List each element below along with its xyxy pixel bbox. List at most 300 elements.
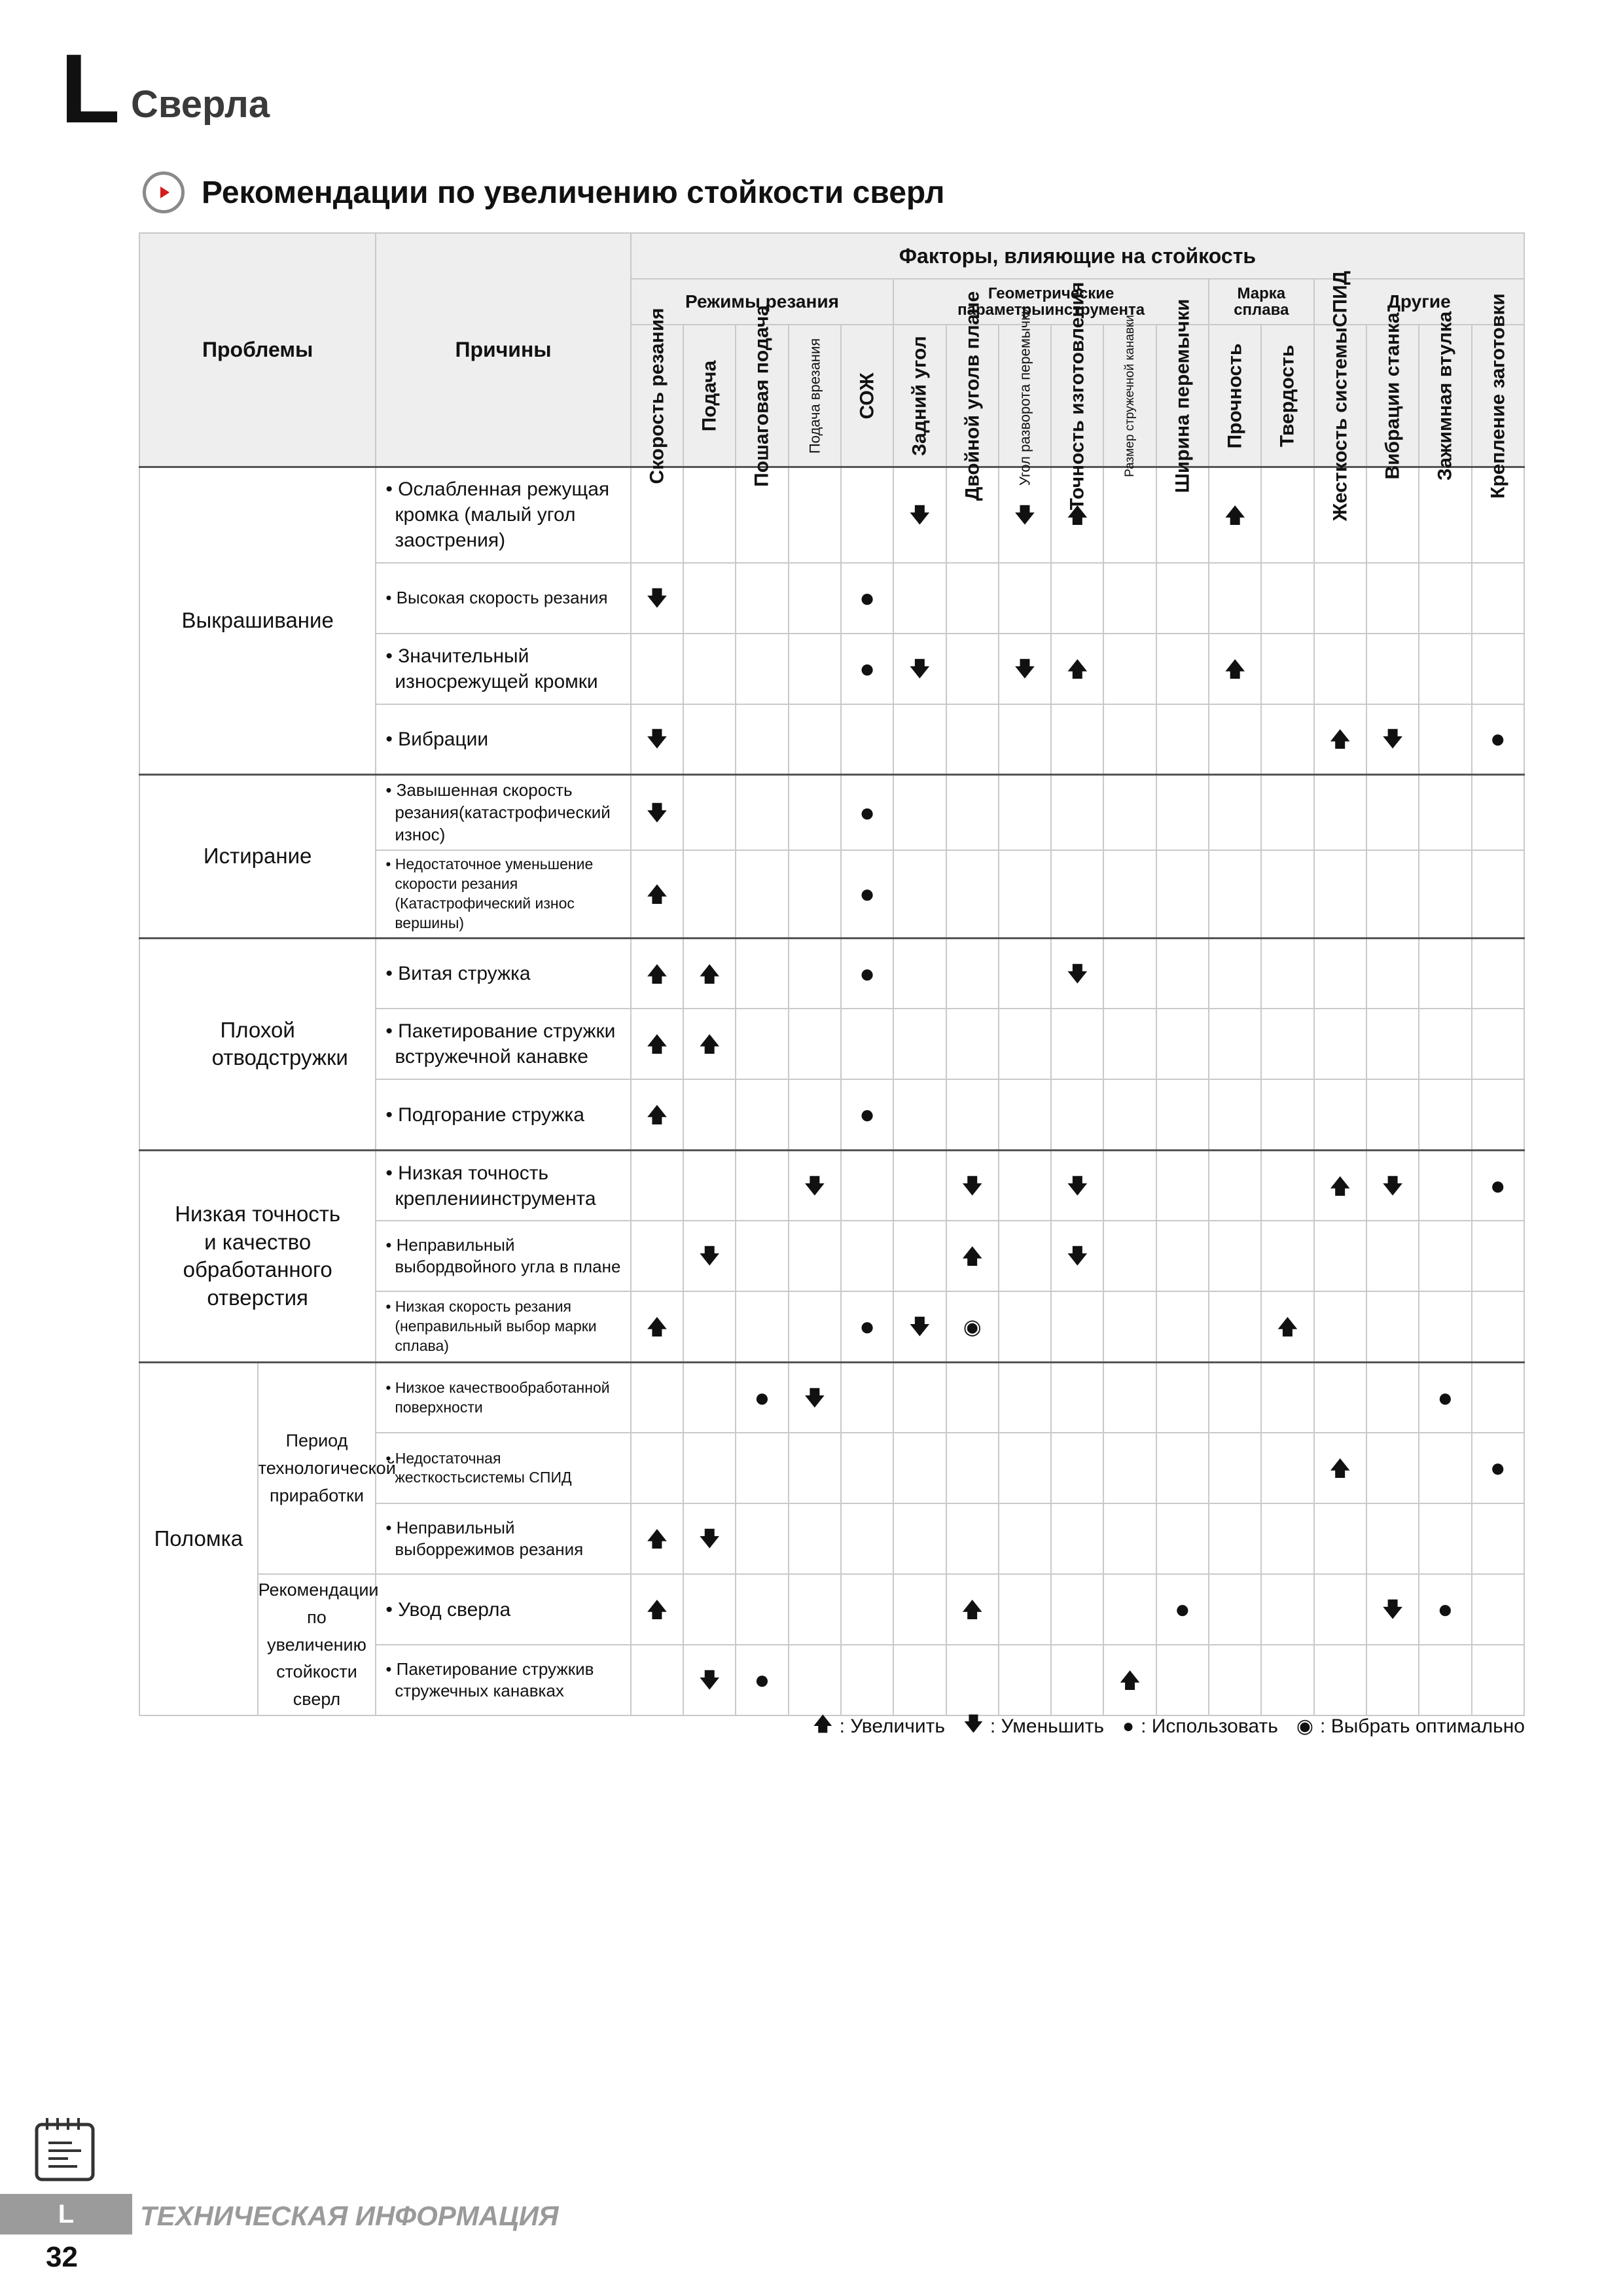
factor-cell bbox=[1366, 1079, 1419, 1150]
cause-cell: • Неправильный выбордвойного угла в плане bbox=[376, 1221, 630, 1291]
arrow-down-icon: 🡇 bbox=[1066, 1174, 1088, 1198]
factor-cell bbox=[1261, 938, 1313, 1009]
factor-cell bbox=[1366, 1433, 1419, 1503]
page-number: 32 bbox=[46, 2241, 78, 2273]
table-row bbox=[139, 938, 1524, 1009]
dot-icon: ● bbox=[859, 1312, 876, 1342]
factor-cell bbox=[1051, 1362, 1103, 1433]
factor-header: Подача врезания bbox=[789, 325, 841, 467]
dot-icon: ● bbox=[859, 583, 876, 613]
arrow-down-icon: 🡇 bbox=[963, 1713, 984, 1735]
factor-cell bbox=[1472, 634, 1525, 704]
cause-cell: • Низкое качествообработанной поверхности bbox=[376, 1362, 630, 1433]
factor-cell bbox=[893, 634, 946, 704]
factor-cell bbox=[1209, 850, 1261, 938]
factor-cell bbox=[1156, 1079, 1209, 1150]
factor-header: Вибрации станка bbox=[1366, 325, 1419, 467]
dot-icon: ● bbox=[1174, 1595, 1190, 1624]
arrow-up-icon: 🡅 bbox=[1066, 656, 1088, 681]
factor-cell bbox=[1209, 775, 1261, 851]
cause-cell: • Пакетирование стружкив стружечных канавках bbox=[376, 1645, 630, 1715]
factor-cell bbox=[1472, 1362, 1525, 1433]
dot-icon: ● bbox=[754, 1666, 770, 1695]
factor-cell bbox=[999, 938, 1051, 1009]
arrow-down-icon: 🡇 bbox=[908, 1315, 931, 1339]
cause-cell: • Вибрации bbox=[376, 704, 630, 775]
factor-cell bbox=[789, 775, 841, 851]
factor-cell bbox=[893, 1645, 946, 1715]
factor-cell bbox=[1314, 1009, 1366, 1079]
factor-cell bbox=[789, 1079, 841, 1150]
factor-cell bbox=[1051, 563, 1103, 634]
arrow-down-icon: 🡇 bbox=[646, 800, 668, 825]
factor-cell bbox=[841, 775, 893, 851]
header-causes: Причины bbox=[376, 233, 630, 467]
factor-cell bbox=[1103, 938, 1156, 1009]
notepad-icon bbox=[33, 2114, 98, 2182]
legend bbox=[813, 1710, 1525, 1743]
factor-cell bbox=[841, 1362, 893, 1433]
arrow-up-icon: 🡅 bbox=[1119, 1668, 1141, 1693]
factor-cell bbox=[1209, 1291, 1261, 1362]
factor-cell bbox=[1366, 938, 1419, 1009]
factor-cell bbox=[999, 704, 1051, 775]
factor-cell bbox=[893, 850, 946, 938]
factor-cell bbox=[1156, 775, 1209, 851]
factor-cell bbox=[736, 938, 788, 1009]
arrow-down-icon: 🡇 bbox=[804, 1386, 826, 1410]
factor-header: Подача bbox=[683, 325, 736, 467]
factor-cell bbox=[1366, 1009, 1419, 1079]
factor-cell bbox=[789, 1574, 841, 1645]
arrow-up-icon: 🡅 bbox=[1329, 1174, 1351, 1198]
arrow-up-icon: 🡅 bbox=[1066, 503, 1088, 527]
factor-cell bbox=[1051, 1645, 1103, 1715]
factor-cell bbox=[1051, 1150, 1103, 1221]
factor-cell bbox=[1156, 1362, 1209, 1433]
factor-cell bbox=[946, 1150, 999, 1221]
factor-cell bbox=[1419, 1221, 1471, 1291]
arrow-up-icon: 🡅 bbox=[646, 961, 668, 986]
factor-cell bbox=[1261, 467, 1313, 563]
factor-cell bbox=[841, 467, 893, 563]
factor-cell bbox=[1261, 1009, 1313, 1079]
factor-cell bbox=[1472, 850, 1525, 938]
factor-cell bbox=[1314, 1291, 1366, 1362]
header-factors: Факторы, влияющие на стойкость bbox=[631, 233, 1524, 279]
arrow-down-icon: 🡇 bbox=[908, 656, 931, 681]
factor-header: Двойной уголв плане bbox=[946, 325, 999, 467]
factor-cell bbox=[1156, 563, 1209, 634]
factor-cell bbox=[946, 1645, 999, 1715]
arrow-down-icon: 🡇 bbox=[1066, 961, 1088, 986]
factor-cell bbox=[1261, 1645, 1313, 1715]
footer-section-title: ТЕХНИЧЕСКАЯ ИНФОРМАЦИЯ bbox=[140, 2200, 559, 2231]
cause-cell: • Подгорание стружка bbox=[376, 1079, 630, 1150]
target-icon: ◉ bbox=[963, 1315, 982, 1339]
factor-cell bbox=[789, 1150, 841, 1221]
factor-cell bbox=[683, 1503, 736, 1574]
factor-cell bbox=[1314, 1362, 1366, 1433]
factor-cell bbox=[736, 1574, 788, 1645]
factor-cell bbox=[1103, 1221, 1156, 1291]
cause-cell: • Ослабленная режущая кромка (малый угол заострения) bbox=[376, 467, 630, 563]
factor-header: Крепление заготовки bbox=[1472, 325, 1525, 467]
factor-cell bbox=[946, 775, 999, 851]
factor-cell bbox=[1209, 938, 1261, 1009]
factor-cell bbox=[736, 1221, 788, 1291]
factor-cell bbox=[1472, 1079, 1525, 1150]
factor-cell bbox=[841, 850, 893, 938]
factor-cell bbox=[1156, 1221, 1209, 1291]
factor-cell bbox=[631, 938, 683, 1009]
arrow-down-icon: 🡇 bbox=[1066, 1244, 1088, 1268]
factor-cell bbox=[1051, 938, 1103, 1009]
arrow-up-icon: 🡅 bbox=[646, 1598, 668, 1622]
arrow-up-icon: 🡅 bbox=[1224, 503, 1246, 527]
factor-cell bbox=[1261, 1291, 1313, 1362]
factor-cell bbox=[631, 704, 683, 775]
factor-cell bbox=[841, 1433, 893, 1503]
factor-cell bbox=[1366, 467, 1419, 563]
factor-cell bbox=[999, 1503, 1051, 1574]
factor-cell bbox=[631, 1079, 683, 1150]
factor-header: Жесткость системыСПИД bbox=[1314, 325, 1366, 467]
factor-cell bbox=[1314, 634, 1366, 704]
factor-cell bbox=[1314, 938, 1366, 1009]
factor-cell bbox=[631, 850, 683, 938]
factor-cell bbox=[631, 1574, 683, 1645]
factor-cell bbox=[1261, 1079, 1313, 1150]
factor-cell bbox=[841, 1645, 893, 1715]
factor-cell bbox=[999, 634, 1051, 704]
factor-cell bbox=[841, 1079, 893, 1150]
factor-cell bbox=[946, 563, 999, 634]
arrow-down-icon: 🡇 bbox=[961, 1174, 984, 1198]
factor-cell bbox=[1261, 1150, 1313, 1221]
factor-cell bbox=[1472, 563, 1525, 634]
factor-cell bbox=[946, 1574, 999, 1645]
table-row bbox=[139, 1574, 1524, 1645]
factor-cell bbox=[1156, 1150, 1209, 1221]
factor-cell bbox=[1366, 1645, 1419, 1715]
factor-cell bbox=[736, 1503, 788, 1574]
problem-cell: Выкрашивание bbox=[139, 467, 376, 775]
factor-cell bbox=[841, 634, 893, 704]
factor-cell bbox=[1103, 704, 1156, 775]
factor-cell bbox=[1103, 1503, 1156, 1574]
factor-cell bbox=[683, 1291, 736, 1362]
factor-cell bbox=[789, 1645, 841, 1715]
factor-cell bbox=[1103, 850, 1156, 938]
factor-cell bbox=[946, 704, 999, 775]
arrow-down-icon: 🡇 bbox=[646, 586, 668, 610]
dot-icon: ● bbox=[859, 959, 876, 988]
factor-cell bbox=[1103, 563, 1156, 634]
arrow-up-icon: 🡅 bbox=[698, 1032, 721, 1056]
factor-cell bbox=[1314, 1574, 1366, 1645]
factor-cell bbox=[999, 1221, 1051, 1291]
factor-cell bbox=[1472, 1503, 1525, 1574]
factor-cell bbox=[946, 1362, 999, 1433]
factor-cell bbox=[736, 1362, 788, 1433]
arrow-down-icon: 🡇 bbox=[804, 1174, 826, 1198]
factor-cell bbox=[1314, 704, 1366, 775]
dot-icon: ● bbox=[754, 1383, 770, 1412]
chapter-letter: L bbox=[60, 33, 120, 143]
factor-cell bbox=[1261, 850, 1313, 938]
arrow-down-icon: 🡇 bbox=[698, 1244, 721, 1268]
factor-cell bbox=[1314, 1433, 1366, 1503]
arrow-up-icon: 🡅 bbox=[961, 1598, 984, 1622]
factor-cell bbox=[841, 1291, 893, 1362]
factor-cell bbox=[1472, 1645, 1525, 1715]
factor-cell bbox=[683, 850, 736, 938]
factor-cell bbox=[1419, 563, 1471, 634]
factor-cell bbox=[789, 1009, 841, 1079]
factor-cell bbox=[1261, 1362, 1313, 1433]
factor-cell bbox=[1419, 1079, 1471, 1150]
factor-cell bbox=[893, 775, 946, 851]
factor-cell bbox=[1314, 1503, 1366, 1574]
factor-cell bbox=[946, 634, 999, 704]
factor-cell bbox=[1209, 563, 1261, 634]
footer-chapter-tab: L bbox=[0, 2194, 132, 2234]
cause-cell: • Завышенная скорость резания(катастрофический износ) bbox=[376, 775, 630, 851]
legend-use: ● : Использовать bbox=[1122, 1715, 1278, 1737]
factor-cell bbox=[1051, 775, 1103, 851]
drill-life-table bbox=[139, 232, 1525, 1716]
cause-cell: • Неправильный выборрежимов резания bbox=[376, 1503, 630, 1574]
factor-cell bbox=[736, 1079, 788, 1150]
factor-cell bbox=[683, 563, 736, 634]
factor-cell bbox=[1103, 1291, 1156, 1362]
factor-cell bbox=[631, 775, 683, 851]
dot-icon: ● bbox=[859, 880, 876, 909]
factor-header: Точность изготовления bbox=[1051, 325, 1103, 467]
arrow-down-icon: 🡇 bbox=[1382, 1598, 1404, 1622]
factor-cell bbox=[631, 1433, 683, 1503]
factor-cell bbox=[1051, 1221, 1103, 1291]
factor-cell bbox=[736, 704, 788, 775]
factor-cell bbox=[736, 634, 788, 704]
factor-cell bbox=[1051, 634, 1103, 704]
factor-cell bbox=[999, 1291, 1051, 1362]
factor-cell bbox=[1209, 1433, 1261, 1503]
factor-cell bbox=[1209, 1362, 1261, 1433]
factor-cell bbox=[893, 1009, 946, 1079]
legend-optimal: ◉ : Выбрать оптимально bbox=[1296, 1715, 1525, 1737]
factor-cell bbox=[1209, 1079, 1261, 1150]
factor-cell bbox=[736, 563, 788, 634]
dot-icon: ● bbox=[859, 654, 876, 683]
subproblem-cell: Период технологической приработки bbox=[258, 1362, 376, 1574]
factor-cell bbox=[1314, 1645, 1366, 1715]
factor-cell bbox=[631, 1291, 683, 1362]
factor-cell bbox=[789, 850, 841, 938]
factor-cell bbox=[1103, 1433, 1156, 1503]
legend-decrease: 🡇 : Уменьшить bbox=[963, 1710, 1104, 1743]
factor-cell bbox=[631, 1009, 683, 1079]
dot-icon: ● bbox=[859, 798, 876, 827]
factor-cell bbox=[1472, 1009, 1525, 1079]
factor-cell bbox=[1051, 850, 1103, 938]
factor-cell bbox=[631, 1645, 683, 1715]
factor-cell bbox=[893, 1433, 946, 1503]
factor-cell bbox=[683, 1150, 736, 1221]
factor-cell bbox=[1156, 1433, 1209, 1503]
arrow-up-icon: 🡅 bbox=[646, 882, 668, 906]
factor-cell bbox=[631, 1150, 683, 1221]
factor-cell bbox=[1419, 1362, 1471, 1433]
factor-cell bbox=[1366, 1574, 1419, 1645]
factor-cell bbox=[1051, 1291, 1103, 1362]
factor-cell bbox=[1419, 938, 1471, 1009]
factor-cell bbox=[736, 1009, 788, 1079]
factor-cell bbox=[893, 1150, 946, 1221]
factor-cell bbox=[789, 1503, 841, 1574]
factor-cell bbox=[631, 563, 683, 634]
factor-cell bbox=[683, 775, 736, 851]
table-row bbox=[139, 467, 1524, 563]
factor-cell bbox=[1156, 1503, 1209, 1574]
factor-cell bbox=[1314, 850, 1366, 938]
factor-cell bbox=[1366, 1291, 1419, 1362]
table-row bbox=[139, 1362, 1524, 1433]
factor-cell bbox=[1156, 1009, 1209, 1079]
factor-cell bbox=[1103, 1645, 1156, 1715]
factor-cell bbox=[1209, 1221, 1261, 1291]
factor-cell bbox=[893, 704, 946, 775]
factor-cell bbox=[789, 1221, 841, 1291]
factor-cell bbox=[841, 1150, 893, 1221]
arrow-down-icon: 🡇 bbox=[1382, 727, 1404, 751]
problem-cell: Истирание bbox=[139, 775, 376, 939]
factor-cell bbox=[1261, 775, 1313, 851]
factor-cell bbox=[1103, 1079, 1156, 1150]
arrow-up-icon: 🡅 bbox=[1329, 727, 1351, 751]
factor-cell bbox=[1261, 1503, 1313, 1574]
dot-icon: ● bbox=[1489, 725, 1506, 754]
factor-cell bbox=[683, 1221, 736, 1291]
factor-cell bbox=[893, 1362, 946, 1433]
factor-cell bbox=[1156, 850, 1209, 938]
factor-cell bbox=[841, 1503, 893, 1574]
factor-cell bbox=[1366, 1221, 1419, 1291]
factor-cell bbox=[1419, 850, 1471, 938]
factor-cell bbox=[1261, 704, 1313, 775]
factor-cell bbox=[789, 1291, 841, 1362]
factor-header: Угол разворота перемычки bbox=[999, 325, 1051, 467]
factor-cell bbox=[1419, 1291, 1471, 1362]
factor-cell bbox=[841, 1574, 893, 1645]
factor-cell bbox=[841, 704, 893, 775]
factor-cell bbox=[789, 634, 841, 704]
factor-cell bbox=[1419, 1150, 1471, 1221]
factor-cell bbox=[999, 1150, 1051, 1221]
dot-icon: ● bbox=[1489, 1171, 1506, 1200]
factor-cell bbox=[736, 775, 788, 851]
factor-cell bbox=[946, 850, 999, 938]
group-geometry: Геометрические параметрыинструмента bbox=[893, 279, 1209, 325]
factor-cell bbox=[736, 1150, 788, 1221]
factor-cell bbox=[841, 1009, 893, 1079]
factor-cell bbox=[789, 467, 841, 563]
factor-cell bbox=[1366, 1150, 1419, 1221]
factor-cell bbox=[1472, 1221, 1525, 1291]
factor-cell bbox=[1419, 634, 1471, 704]
factor-cell bbox=[893, 1221, 946, 1291]
factor-cell bbox=[1472, 1291, 1525, 1362]
factor-cell bbox=[1314, 1150, 1366, 1221]
factor-header: Размер стружечной канавки bbox=[1103, 325, 1156, 467]
factor-cell bbox=[999, 1009, 1051, 1079]
factor-cell bbox=[893, 1291, 946, 1362]
factor-cell bbox=[631, 634, 683, 704]
factor-cell bbox=[1472, 775, 1525, 851]
factor-cell bbox=[683, 1009, 736, 1079]
factor-cell bbox=[999, 1433, 1051, 1503]
factor-cell bbox=[1156, 1645, 1209, 1715]
subproblem-cell: Рекомендации по увеличению стойкости сверл bbox=[258, 1574, 376, 1715]
factor-cell bbox=[1472, 1150, 1525, 1221]
chapter-title: Сверла bbox=[131, 83, 270, 126]
factor-cell bbox=[1261, 563, 1313, 634]
factor-cell bbox=[1419, 1433, 1471, 1503]
factor-cell bbox=[1261, 634, 1313, 704]
arrow-down-icon: 🡇 bbox=[1382, 1174, 1404, 1198]
cause-cell: • Недостаточное уменьшение скорости резания (Катастрофический износ вершины) bbox=[376, 850, 630, 938]
factor-cell bbox=[946, 1009, 999, 1079]
section-title: Рекомендации по увеличению стойкости сверл bbox=[202, 175, 945, 210]
factor-cell bbox=[1051, 1079, 1103, 1150]
factor-cell bbox=[999, 1079, 1051, 1150]
arrow-down-icon: 🡇 bbox=[1014, 656, 1036, 681]
factor-cell bbox=[893, 563, 946, 634]
factor-cell bbox=[683, 704, 736, 775]
cause-cell: • Пакетирование стружки встружечной канавке bbox=[376, 1009, 630, 1079]
factor-cell bbox=[789, 1433, 841, 1503]
factor-cell bbox=[999, 1362, 1051, 1433]
factor-cell bbox=[1209, 634, 1261, 704]
factor-cell bbox=[1314, 1079, 1366, 1150]
factor-cell bbox=[789, 704, 841, 775]
legend-increase: 🡅 : Увеличить bbox=[813, 1710, 945, 1743]
factor-cell bbox=[1366, 775, 1419, 851]
factor-cell bbox=[946, 1079, 999, 1150]
factor-cell bbox=[1209, 1503, 1261, 1574]
group-regimes: Режимы резания bbox=[631, 279, 893, 325]
arrow-down-icon: 🡇 bbox=[698, 1527, 721, 1551]
dot-icon: ● bbox=[1122, 1715, 1135, 1737]
arrow-up-icon: 🡅 bbox=[812, 1713, 833, 1735]
factor-cell bbox=[1156, 938, 1209, 1009]
problem-cell: Низкая точность и качество обработанного отверстия bbox=[139, 1150, 376, 1362]
factor-cell bbox=[1209, 1574, 1261, 1645]
arrow-down-icon: 🡇 bbox=[646, 727, 668, 751]
factor-cell bbox=[1366, 1503, 1419, 1574]
factor-cell bbox=[1419, 1503, 1471, 1574]
factor-cell bbox=[893, 1503, 946, 1574]
factor-cell bbox=[946, 1503, 999, 1574]
dot-icon: ● bbox=[1489, 1454, 1506, 1483]
table-row bbox=[139, 1150, 1524, 1221]
arrow-down-icon: 🡇 bbox=[1014, 503, 1036, 527]
factor-cell bbox=[1103, 634, 1156, 704]
factor-cell bbox=[1103, 1574, 1156, 1645]
factor-header: Пошаговая подача bbox=[736, 325, 788, 467]
factor-header: СОЖ bbox=[841, 325, 893, 467]
